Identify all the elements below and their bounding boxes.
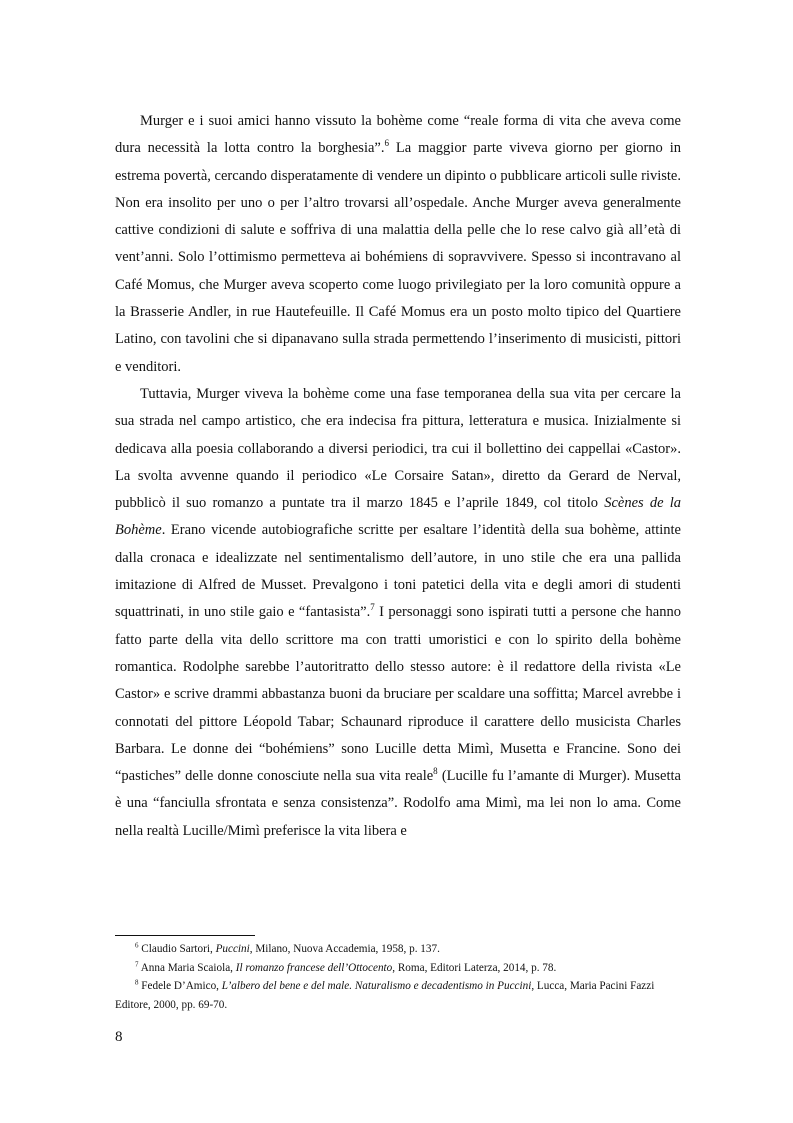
paragraph-2-text-cont: . Erano vicende autobiografiche scritte per esaltare l’identità della sua bohème, attinte dalla cronaca e idealizzate nel sentimentalismo dell’autore, in uno stile che era una pallida imitazione di Alfred de Musset. Prevalgono i toni patetici della vita e degli amori di studenti squattrinati, in uno stile gaio e “fantasista”.: [115, 522, 681, 621]
footnote-separator: [115, 935, 255, 936]
footnotes: [115, 940, 681, 1014]
footnote-7: $^7$ Anna Maria Scaiola, Il romanzo francese dell’Ottocento, Roma, Editori Laterza, 2014, p. 78.: [135, 959, 557, 974]
footnote-ref-6[interactable]: 6: [384, 138, 389, 149]
paragraph-1-text: Murger e i suoi amici hanno vissuto la bohème come “reale forma di vita che aveva come dura necessità la lotta contro la borghesia”.: [115, 113, 681, 157]
paragraph-2-text-cont-3: (Lucille fu l’amante di Murger). Musetta è una “fanciulla sfrontata e senza consistenza”. Rodolfo ama Mimì, ma lei non lo ama. Come nella realtà Lucille/Mimì preferisce la vita libera e: [115, 768, 681, 839]
paragraph-1-text-cont: La maggior parte viveva giorno per giorno in estrema povertà, cercando disperatamente di vendere un dipinto o pubblicare articoli sulle riviste. Non era insolito per uno o per l’altro trovarsi all’ospedale. Anche Murger aveva generalmente cattive condizioni di salute e soffriva di una malattia della pelle che lo rese calvo già all’età di vent’anni. Solo l’ottimismo permetteva ai bohémiens di sopravvivere. Spesso si incontravano al Café Momus, che Murger aveva scoperto come luogo privilegiato per la loro comunità oppure a la Brasserie Andler, in rue Hautefeuille. Il Café Momus era un posto molto tipico del Quartiere Latino, con tavolini che si dipanavano sulla strada permettendo l’inserimento di musicisti, pittori e venditori.: [115, 140, 681, 375]
page-number: 8: [115, 1029, 123, 1045]
paragraph-1: [115, 108, 681, 381]
paragraph-2: [115, 381, 681, 845]
paragraph-2-text: Tuttavia, Murger viveva la bohème come una fase temporanea della sua vita per cercare la sua strada nel campo artistico, che era indecisa fra pittura, letteratura e musica. Inizialmente si dedicava alla poesia collaborando a diversi periodici, tra cui il bollettino dei cappellai «Castor». La svolta avvenne quando il periodico «Le Corsaire Satan», diretto da Gerard de Nerval, pubblicò il suo romanzo a puntate tra il marzo 1845 e l’aprile 1849, col titolo: [115, 385, 681, 512]
footnote-8: $^8$ Fedele D’Amico, L’albero del bene e del male. Naturalismo e decadentismo in Puccini, Lucca, Maria Pacini Fazzi Editore, 2000, pp. 69-70.: [115, 978, 655, 1011]
paragraph-2-text-cont-2: I personaggi sono ispirati tutti a persone che hanno fatto parte della vita dello scrittore ma con tratti umoristici e con lo spirito della bohème romantica. Rodolphe sarebbe l’autoritratto dello stesso autore: è il redattore della rivista «Le Castor» e scrive drammi abbastanza buoni da bruciare per scaldare una soffitta; Marcel avrebbe i connotati del pittore Léopold Tabar; Schaunard riproduce il carattere dello musicista Charles Barbara. Le donne dei “bohémiens” sono Lucille detta Mimì, Musetta e Francine. Sono dei “pastiches” delle donne conosciute nella sua vita reale: [115, 604, 681, 785]
main-text: [115, 108, 681, 845]
footnote-ref-7[interactable]: 7: [370, 602, 375, 613]
book-title: Scènes de la Bohème: [115, 495, 681, 539]
footnote-ref-8[interactable]: 8: [433, 766, 438, 777]
footnote-6: $^6$ Claudio Sartori, Puccini, Milano, Nuova Accademia, 1958, p. 137.: [135, 941, 440, 955]
